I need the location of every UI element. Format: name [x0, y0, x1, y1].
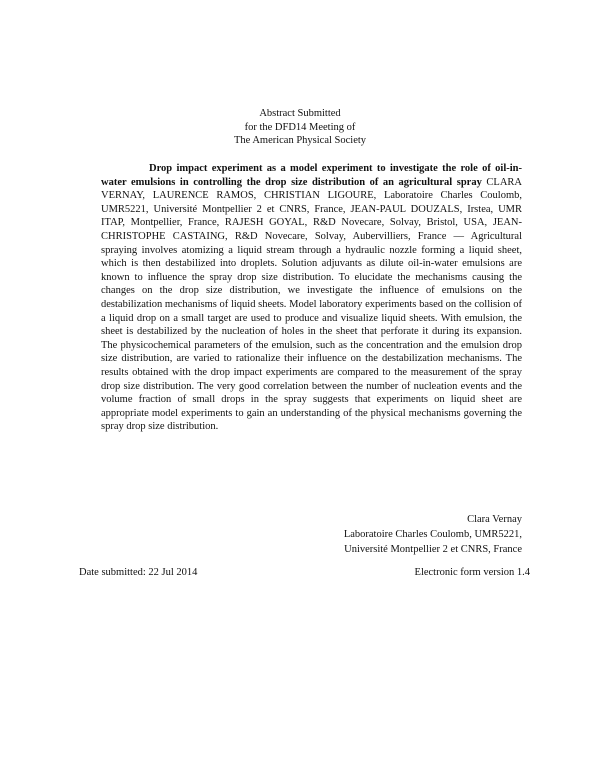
signature-name: Clara Vernay: [467, 514, 522, 525]
submission-header: [0, 107, 600, 148]
author-signature: [344, 512, 522, 557]
abstract-body: CLARA VERNAY, LAURENCE RAMOS, CHRISTIAN LIGOURE, Laboratoire Charles Coulomb, UMR5221, Université Montpellier 2 et CNRS, France, JEAN-PAUL DOUZALS, Irstea, UMR ITAP, Montpellier, France, RAJESH GOYAL, R&D Novecare, Solvay, Bristol, USA, JEAN-CHRISTOPHE CASTAING, R&D Novecare, Solvay, Aubervilliers, France — Agricultural spraying involves atomizing a liquid stream through a hydraulic nozzle forming a liquid sheet, which is then destabilized into droplets. Solution adjuvants as dilute oil-in-water emulsions are known to influence the spray drop size distribution. To elucidate the mechanisms causing the changes on the drop size distribution, we investigate the influence of emulsions on the destabilization mechanisms of liquid sheets. Model laboratory experiments based on the collision of a liquid drop on a small target are used to produce and visualize liquid sheets. With emulsion, the sheet is destabilized by the nucleation of holes in the sheet that perforate it during its expansion. The physicochemical parameters of the emulsion, such as the concentration and the emulsion drop size distribution, are varied to rationalize their influence on the destabilization mechanisms. The results obtained with the drop impact experiments are compared to the measurement of the spray drop size distribution. The very good correlation between the number of nucleation events and the volume fraction of small drops in the spray suggests that experiments on liquid sheet are appropriate model experiments to gain an understanding of the physical mechanisms governing the spray drop size distribution.: [101, 176, 522, 433]
abstract-paragraph: [101, 162, 522, 434]
page-footer: [79, 567, 530, 578]
date-submitted: Date submitted: 22 Jul 2014: [79, 567, 198, 578]
header-line-2: for the DFD14 Meeting of: [244, 121, 356, 133]
form-version: Electronic form version 1.4: [414, 567, 530, 578]
signature-affiliation-2: Université Montpellier 2 et CNRS, France: [344, 544, 522, 555]
signature-affiliation-1: Laboratoire Charles Coulomb, UMR5221,: [343, 529, 522, 540]
abstract-title: Drop impact experiment as a model experiment to investigate the role of oil-in-water emulsions in controlling the drop size distribution of an agricultural spray: [101, 163, 522, 188]
header-line-1: Abstract Submitted: [259, 108, 341, 119]
header-line-3: The American Physical Society: [233, 135, 367, 146]
